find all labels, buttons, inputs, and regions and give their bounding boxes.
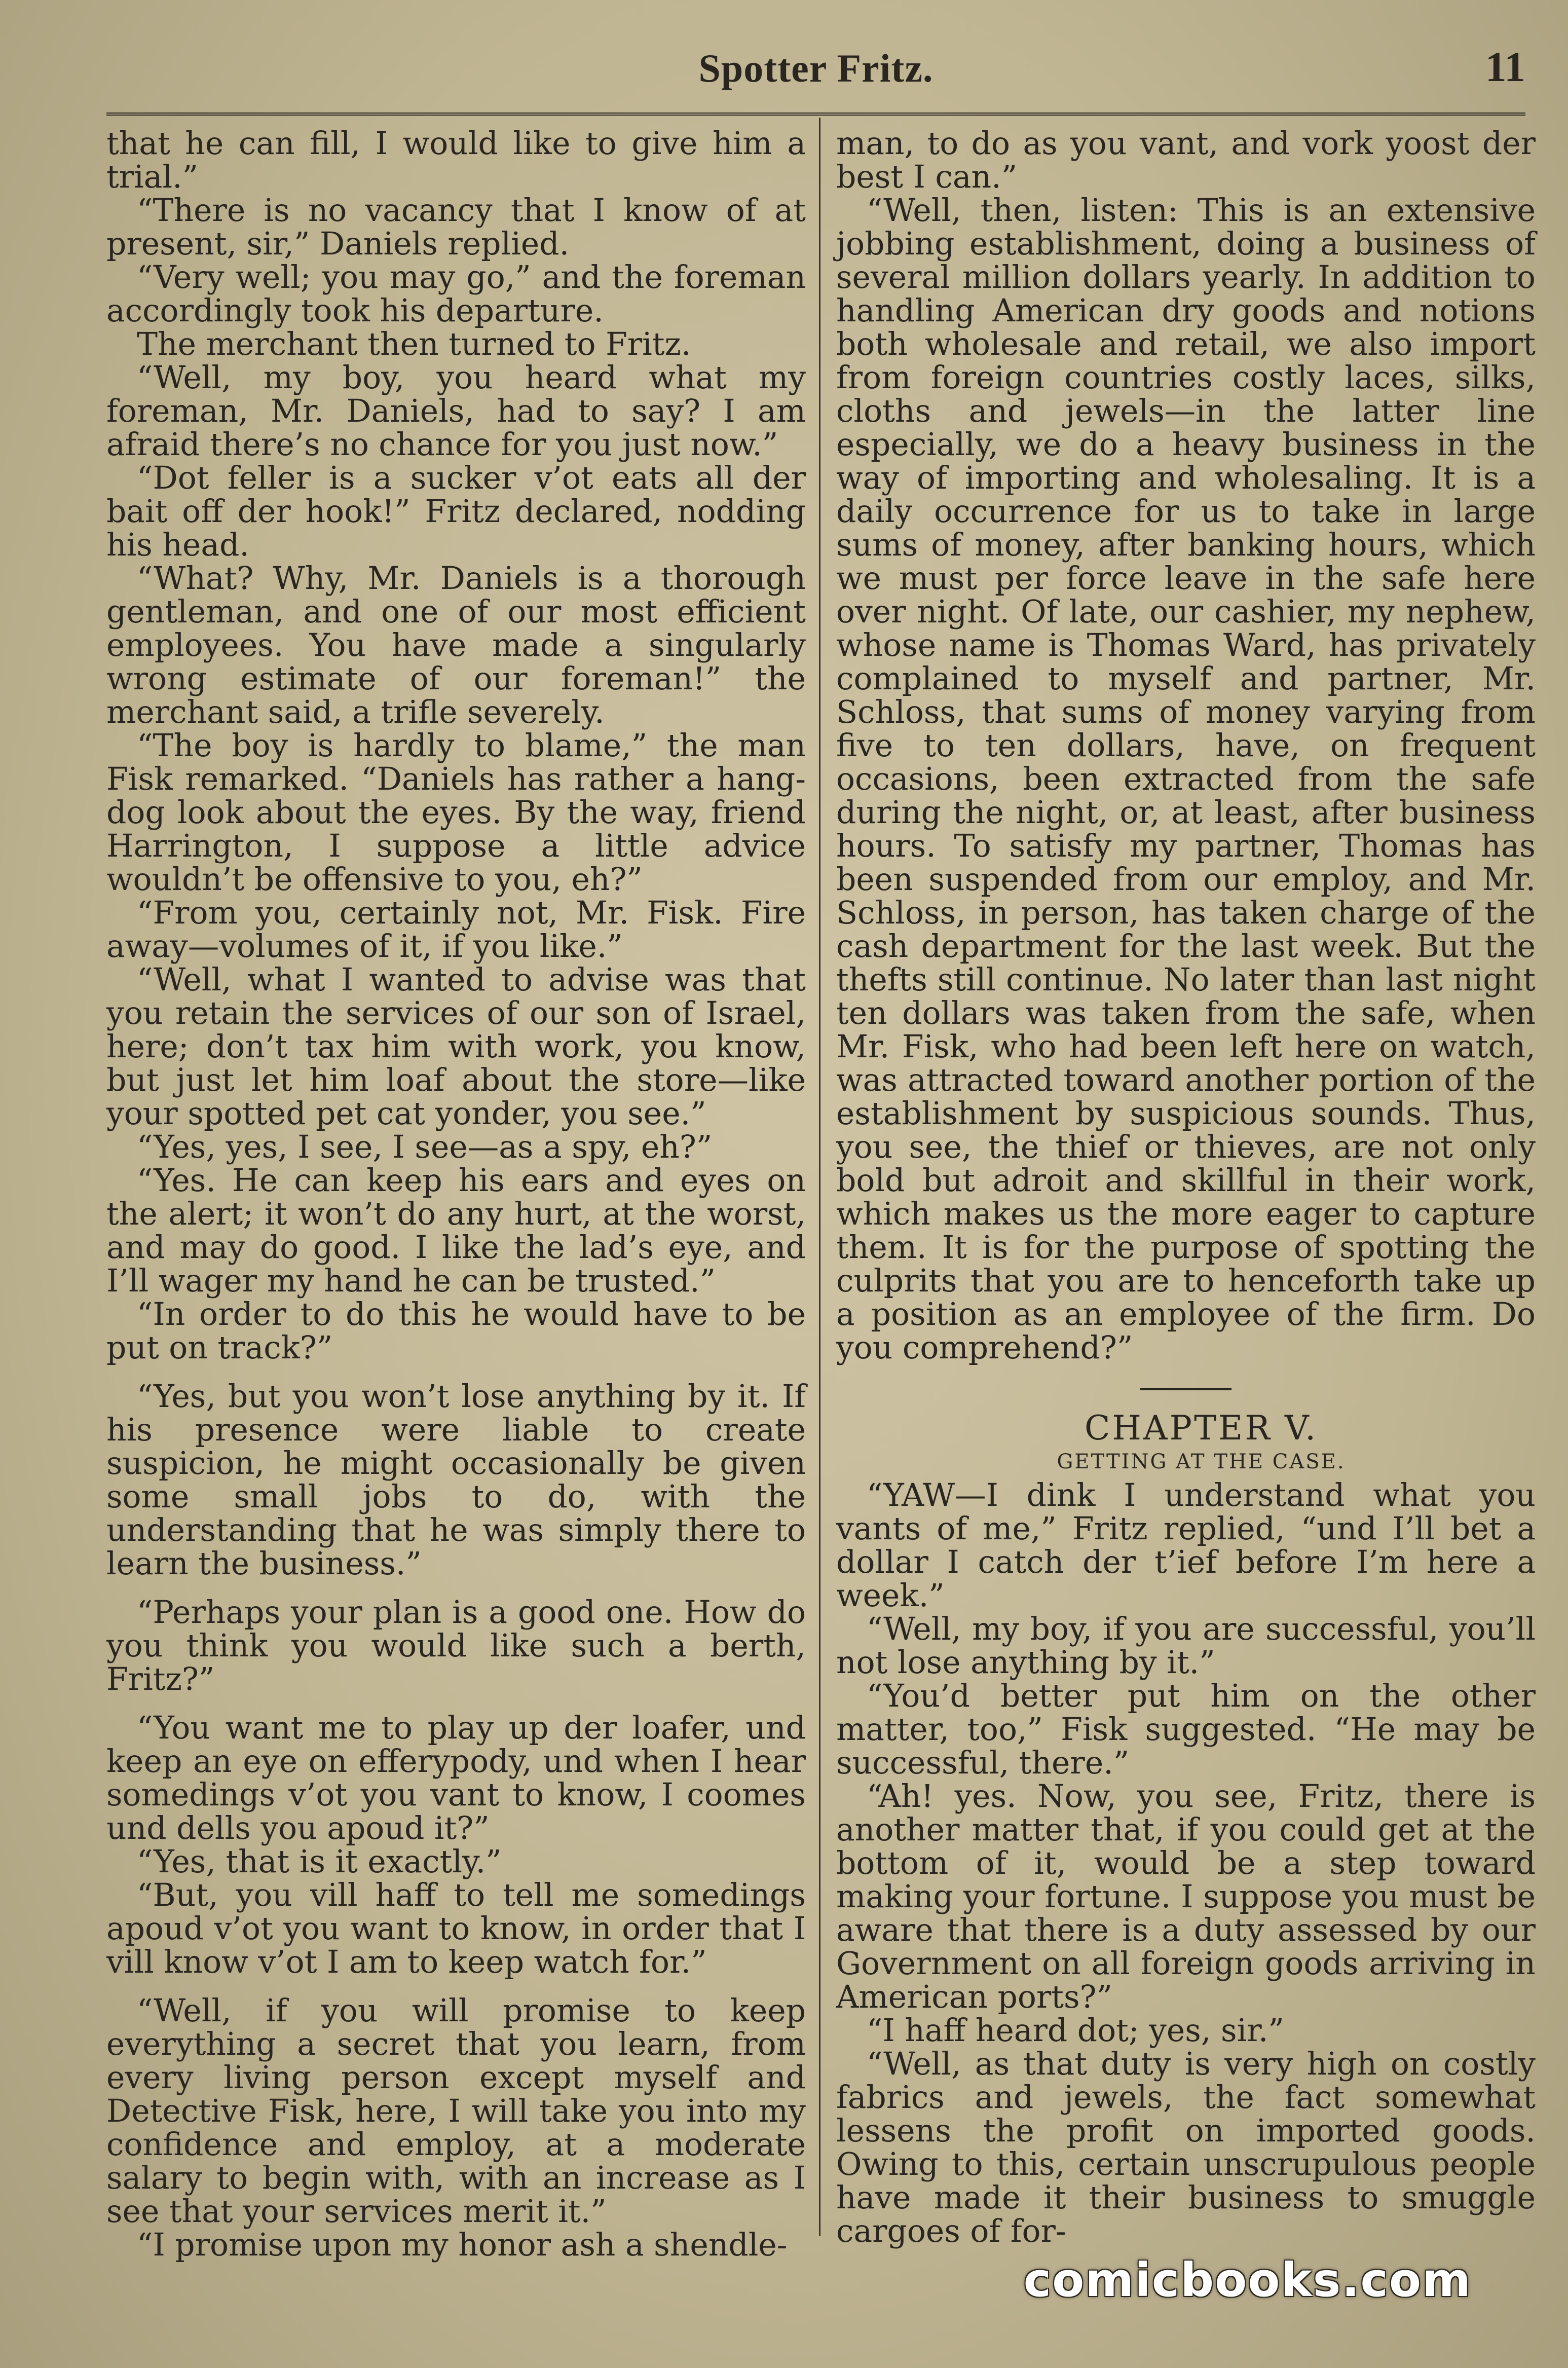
paragraph: “Yes, yes, I see, I see—as a spy, eh?” [137, 1129, 713, 1165]
paragraph: “Perhaps your plan is a good one. How do you think you would like such a berth, Fritz?” [106, 1594, 806, 1697]
left-column [106, 125, 806, 2263]
paragraph: “Well, if you will promise to keep everything a secret that you learn, from every living person except myself and Detective Fisk, here, I will take you into my confidence and employ, at a moderate salary to begin with, with an increase as I see that your services merit it.” [106, 1992, 806, 2230]
watermark: comicbooks.com [1023, 2253, 1472, 2307]
paragraph: “Yes. He can keep his ears and eyes on the alert; it won’t do any hurt, at the worst, and may do good. I like the lad’s eye, and I’ll wager my hand he can be trusted.” [106, 1162, 806, 1299]
right-column [836, 125, 1536, 2249]
paragraph: “From you, certainly not, Mr. Fisk. Fire away—volumes of it, if you like.” [106, 895, 806, 965]
paragraph: “Well, my boy, if you are successful, you’ll not lose anything by it.” [836, 1611, 1536, 1681]
paragraph: “In order to do this he would have to be put on track?” [106, 1296, 806, 1366]
paragraph: “The boy is hardly to blame,” the man Fisk remarked. “Daniels has rather a hang-dog look about the eyes. By the way, friend Harrington, I suppose a little advice wouldn’t be offensive to you, eh?” [106, 727, 806, 898]
paragraph: “What? Why, Mr. Daniels is a thorough gentleman, and one of our most efficient employees. You have made a singularly wrong estimate of our foreman!” the merchant said, a trifle severely. [106, 560, 806, 730]
paragraph: “Yes, but you won’t lose anything by it. If his presence were liable to create suspicion, he might occasionally be given some small jobs to do, with the understanding that he was simply there to learn the business.” [106, 1378, 806, 1582]
paragraph: “I promise upon my honor ash a shendle- [137, 2227, 788, 2263]
chapter-title: CHAPTER V. [1084, 1409, 1318, 1448]
paragraph: “Well, my boy, you heard what my foreman, Mr. Daniels, had to say? I am afraid there’s no chance for you just now.” [106, 359, 806, 463]
page-header [91, 41, 1541, 101]
paragraph: “You’d better put him on the other matter, too,” Fisk suggested. “He may be successful, there.” [836, 1678, 1536, 1781]
running-title: Spotter Fritz. [698, 46, 934, 90]
page-number: 11 [1485, 44, 1525, 91]
chapter-subtitle: GETTING AT THE CASE. [1057, 1450, 1346, 1473]
paragraph: “Well, then, listen: This is an extensive jobbing establishment, doing a business of several million dollars yearly. In addition to handling American dry goods and notions both wholesale and retail, we also import from foreign countries costly laces, silks, cloths and jewels—in the latter line especially, we do a heavy business in the way of importing and wholesaling. It is a daily occurrence for us to take in large sums of money, after banking hours, which we must per force leave in the safe here over night. Of late, our cashier, my nephew, whose name is Thomas Ward, has privately complained to myself and partner, Mr. Schloss, that sums of money varying from five to ten dollars, have, on frequent occasions, been extracted from the safe during the night, or, at least, after business hours. To satisfy my partner, Thomas has been suspended from our employ, and Mr. Schloss, in person, has taken charge of the cash department for the last week. But the thefts still continue. No later than last night ten dollars was taken from the safe, when Mr. Fisk, who had been left here on watch, was attracted toward another portion of the establishment by suspicious sounds. Thus, you see, the thief or thieves, are not only bold but adroit and skillful in their work, which makes us the more eager to capture them. It is for the purpose of spotting the culprits that you are to henceforth take up a position as an employee of the firm. Do you comprehend?” [836, 192, 1536, 1366]
header-rule [106, 113, 1525, 116]
paragraph: “YAW—I dink I understand what you vants of me,” Fritz replied, “und I’ll bet a dollar I catch der t’ief before I’m here a week.” [836, 1477, 1536, 1614]
paragraph: The merchant then turned to Fritz. [137, 326, 691, 362]
paragraph: “Well, as that duty is very high on costly fabrics and jewels, the fact somewhat lessens the profit on imported goods. Owing to this, certain unscrupulous people have made it their business to smuggle cargoes of for- [836, 2046, 1536, 2249]
paragraph: “I haff heard dot; yes, sir.” [867, 2012, 1284, 2049]
paragraph: “Ah! yes. Now, you see, Fritz, there is another matter that, if you could get at the bottom of it, would be a step toward making your fortune. I suppose you must be aware that there is a duty assessed by our Government on all foreign goods arriving in American ports?” [836, 1778, 1536, 2015]
paragraph: “There is no vacancy that I know of at present, sir,” Daniels replied. [106, 192, 806, 262]
paragraph: that he can fill, I would like to give him a trial.” [106, 125, 806, 195]
section-rule [1140, 1388, 1231, 1390]
paragraph: “Yes, that is it exactly.” [137, 1843, 502, 1880]
paragraph: “But, you vill haff to tell me somedings apoud v’ot you want to know, in order that I vill know v’ot I am to keep watch for.” [106, 1877, 806, 1980]
paragraph: “Very well; you may go,” and the foreman accordingly took his departure. [106, 259, 806, 329]
paragraph: man, to do as you vant, and vork yoost der best I can.” [836, 125, 1536, 195]
paragraph: “You want me to play up der loafer, und keep an eye on efferypody, und when I hear somedings v’ot you vant to know, I coomes und dells you apoud it?” [106, 1710, 806, 1846]
paragraph: “Well, what I wanted to advise was that you retain the services of our son of Israel, here; don’t tax him with work, you know, but just let him loaf about the store—like your spotted pet cat yonder, you see.” [106, 961, 806, 1132]
column-divider [819, 118, 820, 2236]
paragraph: “Dot feller is a sucker v’ot eats all der bait off der hook!” Fritz declared, nodding his head. [106, 460, 806, 563]
